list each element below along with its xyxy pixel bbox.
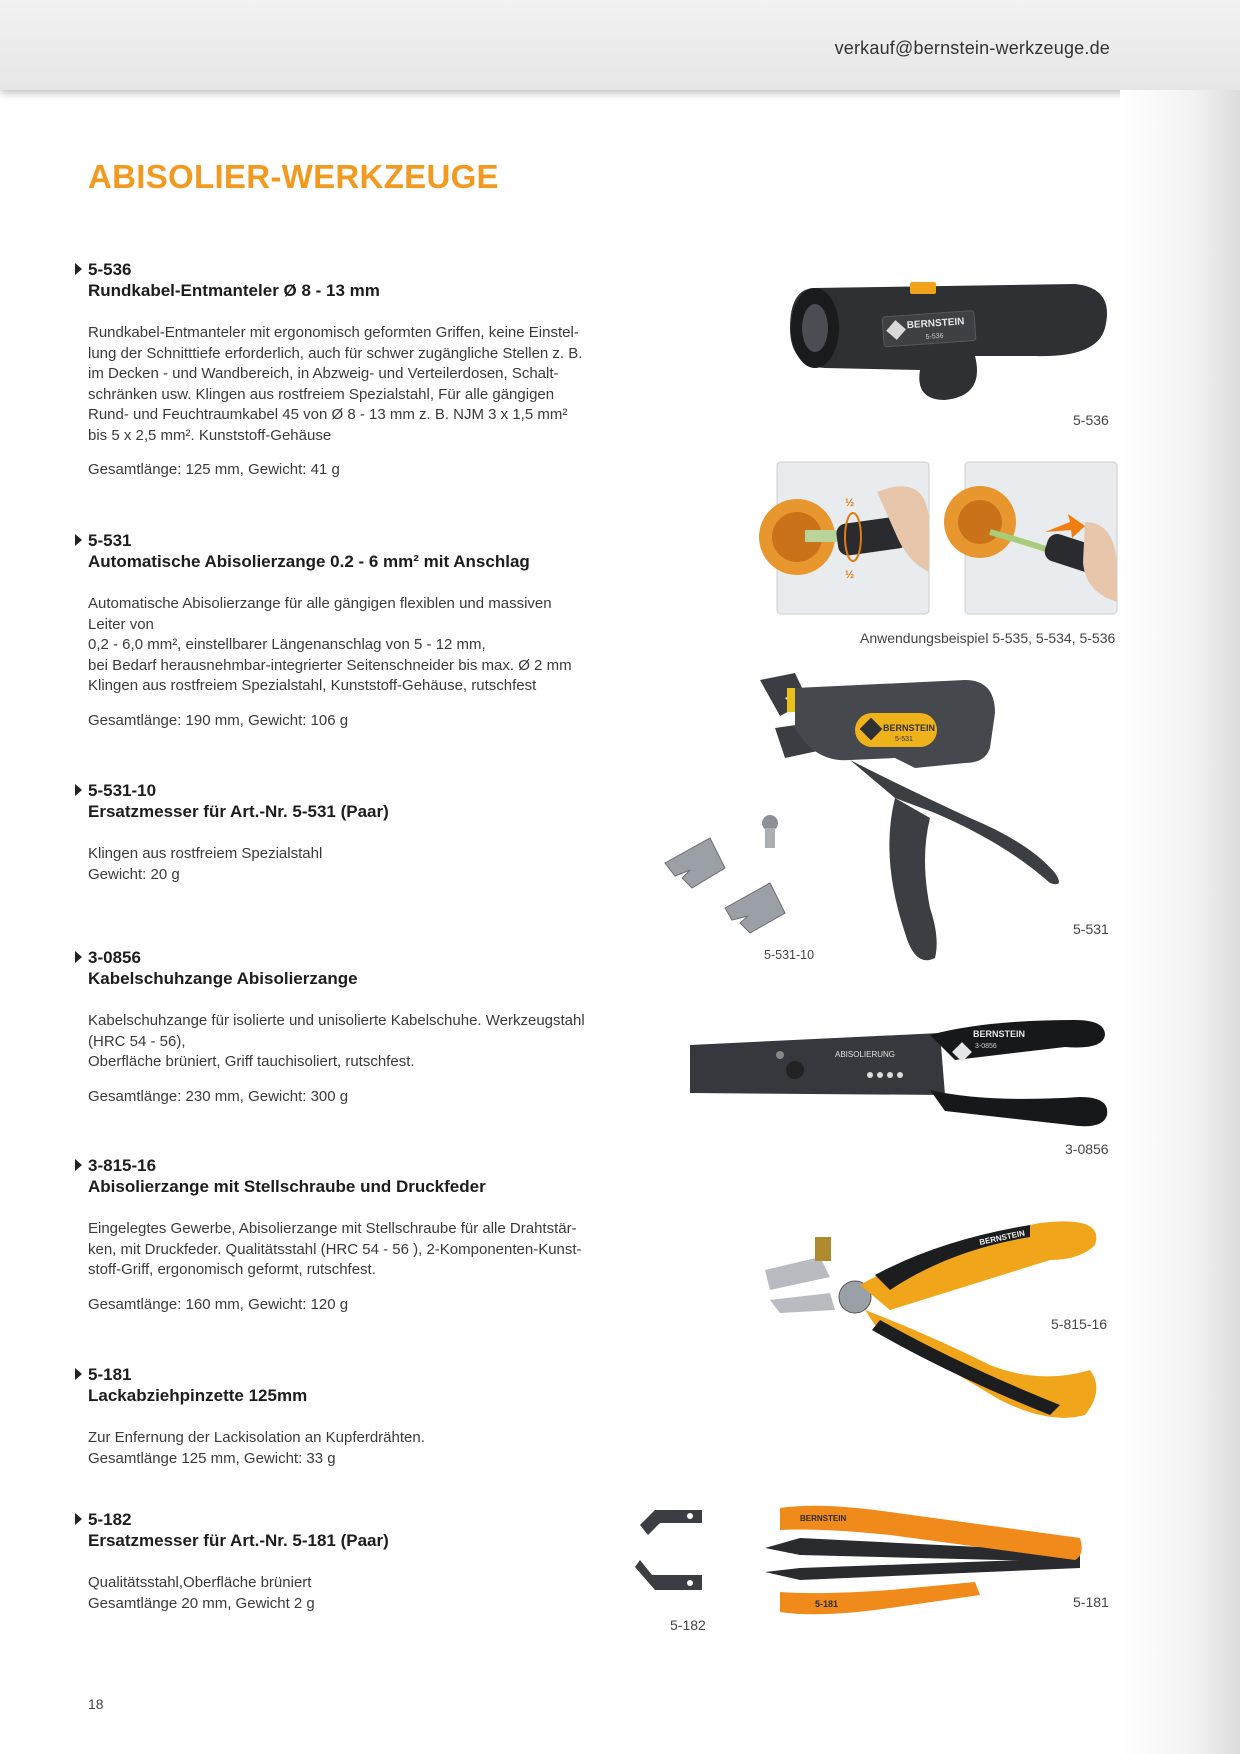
product-description: Qualitätsstahl,Oberfläche brüniert Gesamtlänge 20 mm, Gewicht 2 g	[88, 1574, 315, 1612]
header-bar	[0, 0, 1240, 90]
replacement-blades-5-531-10-image	[660, 808, 810, 943]
cable-stripper-5-536-image	[785, 278, 1115, 408]
product-5-182	[75, 1509, 595, 1614]
brand-label: BERNSTEIN	[800, 1514, 847, 1523]
product-5-531-10	[75, 780, 595, 885]
article-number: 5-181	[88, 1365, 132, 1384]
product-specs: Gesamtlänge: 125 mm, Gewicht: 41 g	[88, 461, 340, 478]
caption-5-531-10: 5-531-10	[764, 948, 815, 962]
header-email[interactable]: verkauf@bernstein-werkzeuge.de	[834, 38, 1110, 58]
article-number: 5-182	[88, 1510, 132, 1529]
product-description: Kabelschuhzange für isolierte und unisolierte Kabelschuhe. Werkzeugstahl (HRC 54 - 56), Oberfläche brüniert, Griff tauchisoliert, rutschfest.	[88, 1012, 585, 1070]
caption-5-181: 5-181	[1073, 1594, 1109, 1610]
product-name: Abisolierzange mit Stellschraube und Druckfeder	[88, 1177, 486, 1196]
caption-3-0856: 3-0856	[1065, 1141, 1109, 1157]
half-turn-label: ½	[845, 569, 855, 581]
product-5-536	[75, 259, 595, 481]
article-number: 5-531	[88, 531, 132, 550]
bullet-arrow-icon	[75, 1513, 82, 1525]
brand-label: BERNSTEIN	[978, 1228, 1026, 1247]
caption-5-531: 5-531	[1073, 921, 1109, 937]
caption-5-182: 5-182	[670, 1617, 706, 1633]
half-turn-label: ½	[845, 497, 855, 509]
product-specs: Gesamtlänge: 160 mm, Gewicht: 120 g	[88, 1295, 349, 1313]
brand-label: BERNSTEIN	[906, 316, 965, 332]
product-name: Ersatzmesser für Art.-Nr. 5-531 (Paar)	[88, 802, 389, 821]
bullet-arrow-icon	[75, 1368, 82, 1380]
bullet-arrow-icon	[75, 534, 82, 546]
bullet-arrow-icon	[75, 784, 82, 796]
article-number: 3-0856	[88, 948, 141, 967]
caption-5-815-16: 5-815-16	[1051, 1316, 1108, 1332]
brand-label: BERNSTEIN	[883, 723, 936, 733]
product-5-531	[75, 530, 595, 731]
application-photo-2	[965, 462, 1117, 614]
product-description: Klingen aus rostfreiem Spezialstahl Gewicht: 20 g	[88, 845, 323, 883]
product-description: Automatische Abisolierzange für alle gängigen flexiblen und massiven Leiter von 0,2 - 6,0 mm², einstellbarer Längenanschlag von 5 - 12 mm, bei Bedarf herausnehmbar-integrierter Seitenschneider bis max. Ø 2 mm Klingen aus rostfreiem Spezialstahl, Kunststoff-Gehäuse, rutschfest	[88, 595, 572, 694]
crimping-plier-3-0856-image	[685, 1015, 1115, 1130]
product-description: Zur Enfernung der Lackisolation an Kupferdrähten. Gesamtlänge 125 mm, Gewicht: 33 g	[88, 1429, 425, 1467]
page-edge-shadow	[1120, 90, 1240, 1754]
product-description: Rundkabel-Entmanteler mit ergonomisch geformten Griffen, keine Einstel- lung der Schnitttiefe erforderlich, auch für schwer zugängliche Stellen z. B. im Decken - und Wandbereich, in Abzweig- und Verteilerdosen, Schalt- schränken usw. Klingen aus rostfreiem Spezialstahl, Für alle gängigen Rund- und Feuchtraumkabel 45 von Ø 8 - 13 mm z. B. NJM 3 x 1,5 mm² bis 5 x 2,5 mm². Kunststoff-Gehäuse	[88, 324, 583, 444]
product-3-0856	[75, 947, 595, 1107]
product-5-181	[75, 1364, 595, 1469]
bullet-arrow-icon	[75, 951, 82, 963]
product-name: Lackabziehpinzette 125mm	[88, 1386, 308, 1405]
product-name: Ersatzmesser für Art.-Nr. 5-181 (Paar)	[88, 1531, 389, 1550]
product-name: Rundkabel-Entmanteler Ø 8 - 13 mm	[88, 281, 380, 300]
bullet-arrow-icon	[75, 1159, 82, 1171]
product-specs: Gesamtlänge: 190 mm, Gewicht: 106 g	[88, 711, 349, 729]
application-photo-1	[777, 462, 929, 614]
product-specs: Gesamtlänge: 230 mm, Gewicht: 300 g	[88, 1087, 349, 1105]
tool-marking: ABISOLIERUNG	[835, 1050, 896, 1059]
tool-number-label: 5-181	[815, 1599, 839, 1609]
page-title: ABISOLIER-WERKZEUGE	[88, 158, 499, 195]
product-name: Automatische Abisolierzange 0.2 - 6 mm² mit Anschlag	[88, 552, 530, 571]
page-number: 18	[88, 1696, 104, 1712]
product-name: Kabelschuhzange Abisolierzange	[88, 969, 358, 988]
caption-application-example: Anwendungsbeispiel 5-535, 5-534, 5-536	[860, 630, 1116, 646]
replacement-blades-5-182-image	[630, 1505, 710, 1600]
bullet-arrow-icon	[75, 263, 82, 275]
product-3-815-16	[75, 1155, 595, 1315]
article-number: 3-815-16	[88, 1156, 157, 1175]
article-number: 5-531-10	[88, 781, 157, 800]
tweezers-5-181-image	[760, 1500, 1085, 1620]
article-number: 5-536	[88, 260, 132, 279]
brand-label: BERNSTEIN	[973, 1029, 1026, 1039]
caption-5-536: 5-536	[1073, 412, 1109, 428]
tool-number-label: 5-536	[925, 332, 944, 341]
tool-number-label: 3-0856	[975, 1043, 997, 1050]
product-description: Eingelegtes Gewerbe, Abisolierzange mit Stellschraube für alle Drahtstär- ken, mit Druckfeder. Qualitätsstahl (HRC 54 - 56 ), 2-Komponenten-Kunst- stoff-Griff, ergonomisch geformt, rutschfest.	[88, 1220, 582, 1278]
tool-number-label: 5-531	[895, 736, 913, 743]
